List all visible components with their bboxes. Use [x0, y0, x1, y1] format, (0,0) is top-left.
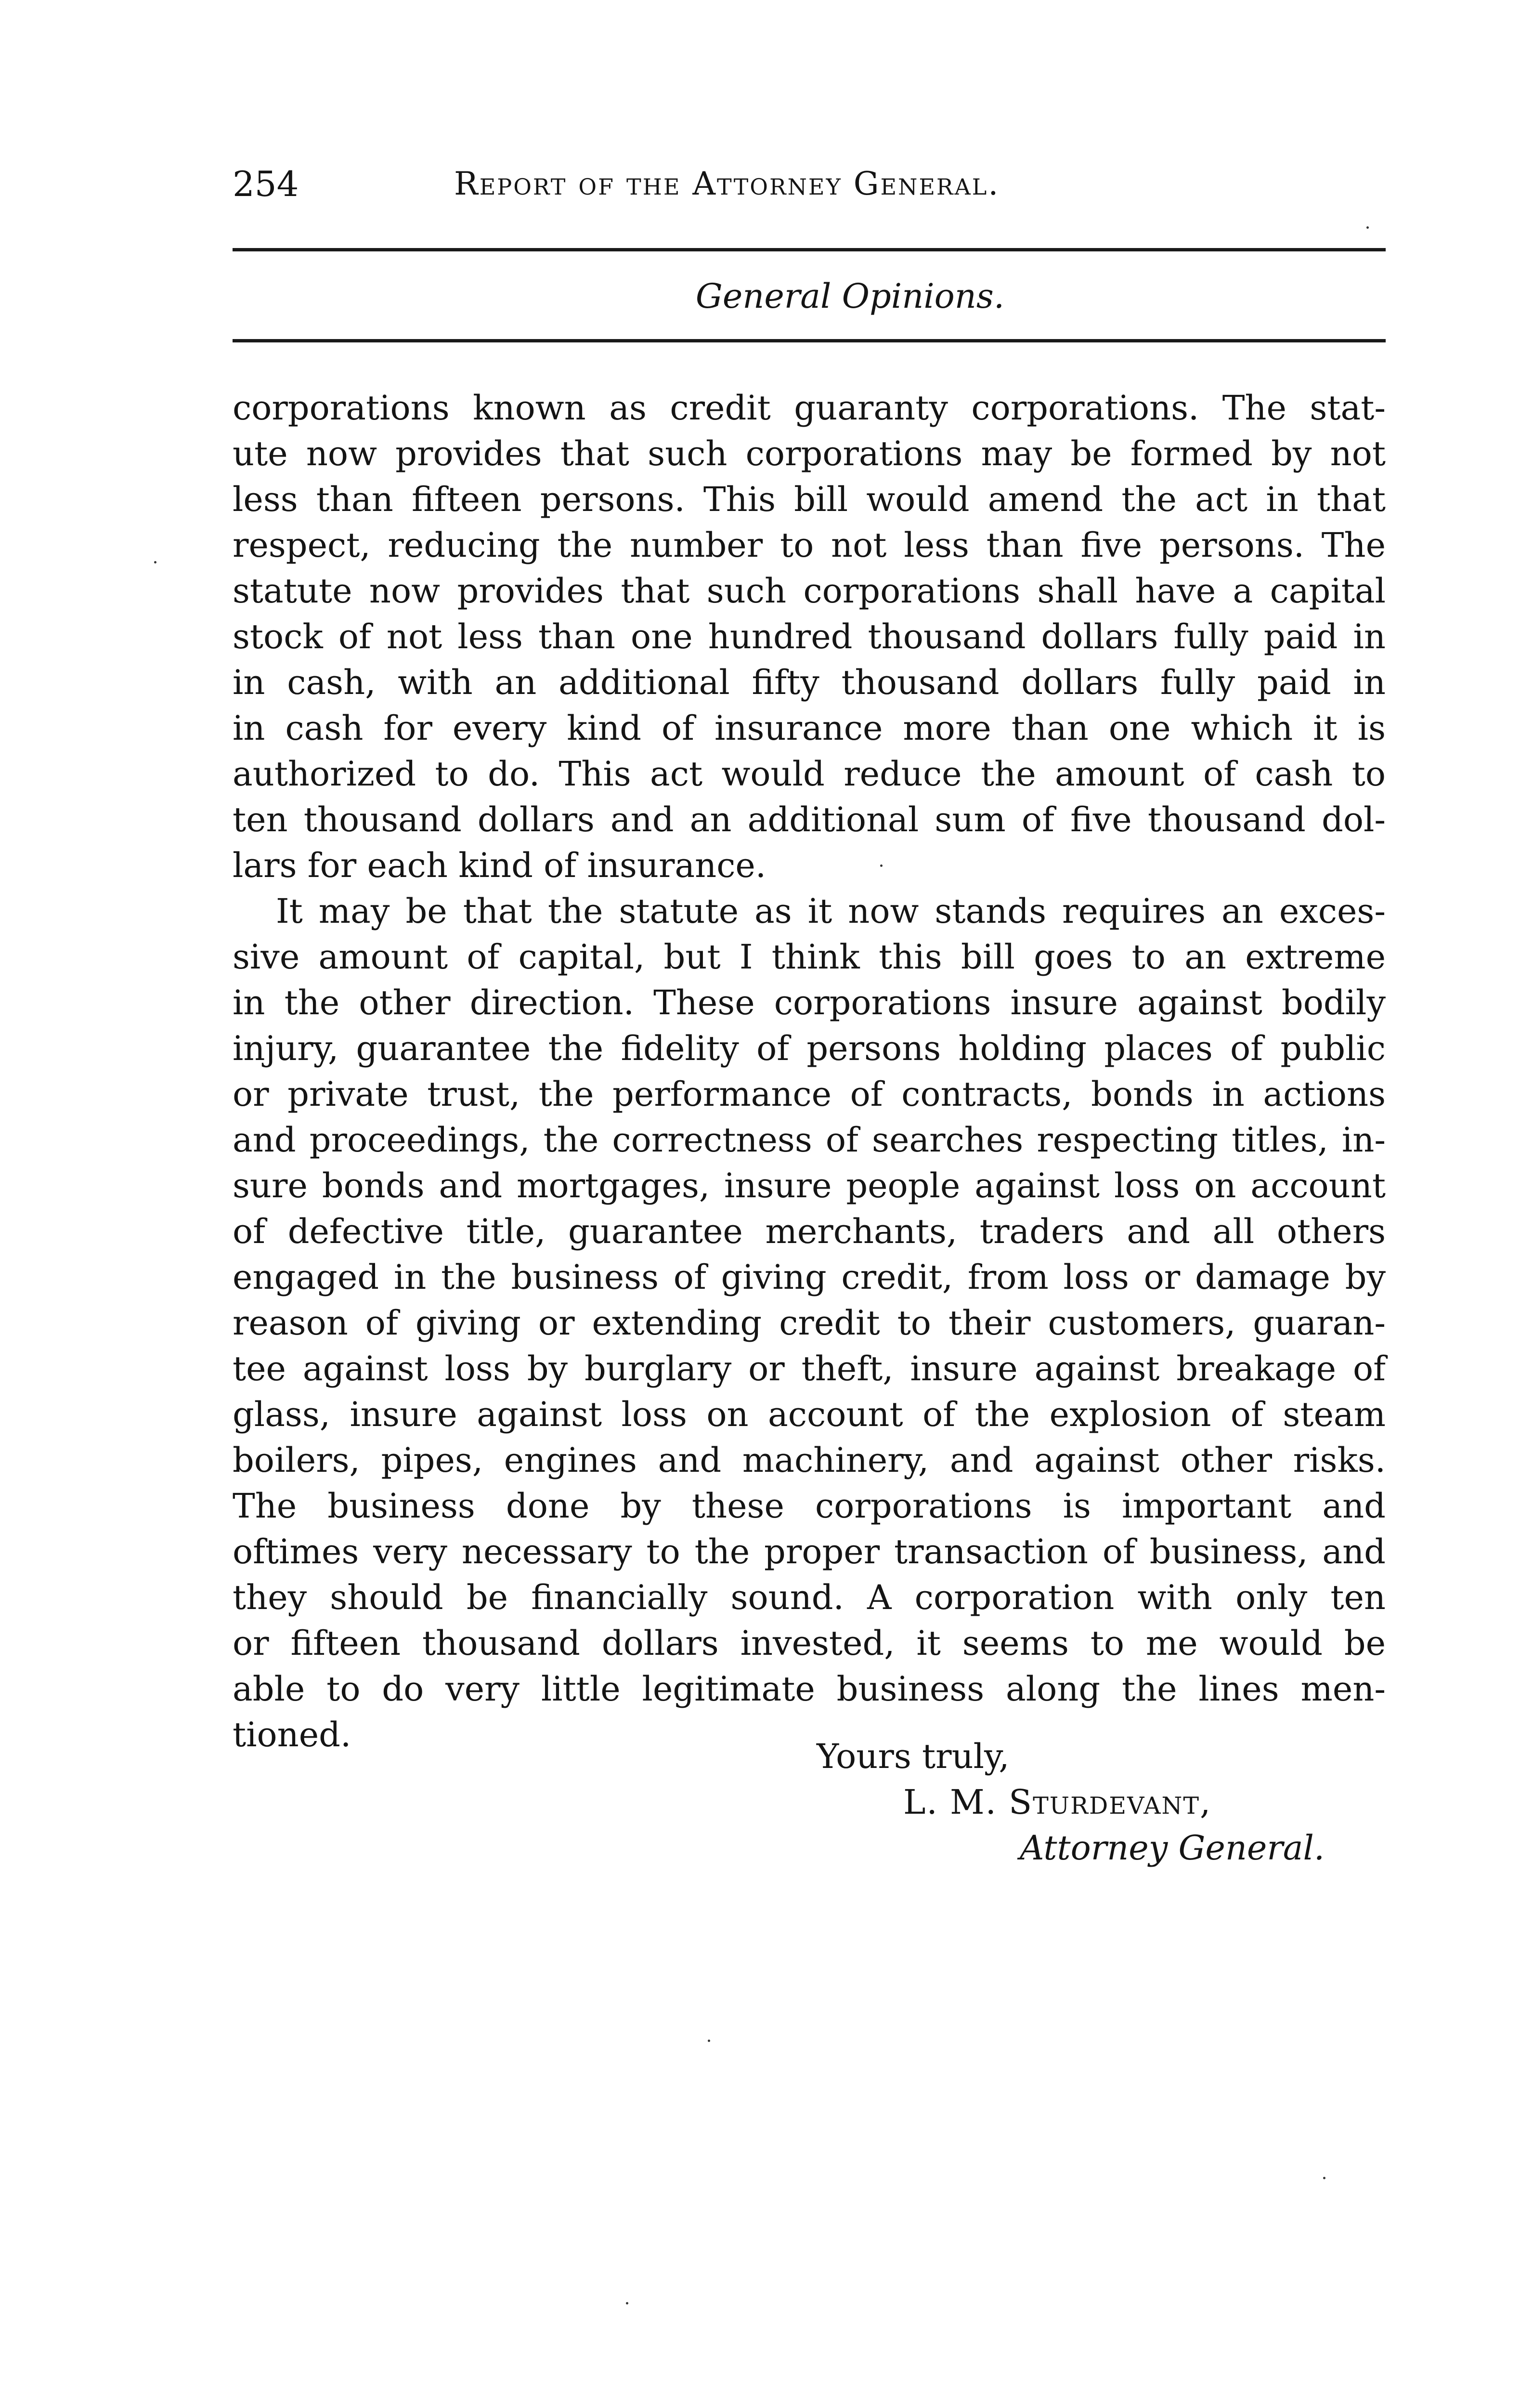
text-line: tioned. [233, 1715, 351, 1754]
body-text [233, 385, 1386, 1758]
scan-speck [1323, 2177, 1325, 2179]
paragraph-2 [233, 889, 1386, 1758]
text-line: stock of not less than one hundred thousand dollars fully paid in [233, 617, 1386, 656]
signer-name: L. M. Sturdevant, [903, 1782, 1212, 1822]
text-line: authorized to do. This act would reduce the amount of cash to [233, 754, 1386, 794]
signer-title: Attorney General. [1020, 1828, 1325, 1868]
text-line: injury, guarantee the fidelity of persons holding places of public [233, 1029, 1386, 1068]
text-line: boilers, pipes, engines and machinery, and against other risks. [233, 1440, 1386, 1480]
text-line: in the other direction. These corporations insure against bodily [233, 983, 1386, 1022]
page-number: 254 [233, 164, 299, 204]
text-line: they should be financially sound. A corporation with only ten [233, 1578, 1386, 1617]
text-line: lars for each kind of insurance. [233, 846, 766, 885]
running-header [233, 155, 1386, 213]
salutation: Yours truly, [817, 1737, 1010, 1776]
section-title: General Opinions. [695, 276, 1005, 316]
text-line: engaged in the business of giving credit, from loss or damage by [233, 1257, 1386, 1297]
text-line: It may be that the statute as it now stands requires an exces- [276, 891, 1386, 931]
paragraph-1 [233, 385, 1386, 889]
text-line: of defective title, guarantee merchants, traders and all others [233, 1212, 1386, 1251]
text-line: less than fifteen persons. This bill would amend the act in that [233, 480, 1386, 519]
text-line: or private trust, the performance of contracts, bonds in actions [233, 1074, 1386, 1114]
scan-speck [154, 561, 156, 563]
scan-speck [880, 864, 883, 867]
header-rule-top [233, 248, 1386, 251]
text-line: sive amount of capital, but I think this bill goes to an extreme [233, 937, 1386, 977]
text-line: ten thousand dollars and an additional sum of five thousand dol- [233, 800, 1386, 839]
report-title: Report of the Attorney General. [454, 165, 1000, 202]
text-line: or fifteen thousand dollars invested, it seems to me would be [233, 1623, 1386, 1663]
text-line: glass, insure against loss on account of the explosion of steam [233, 1395, 1386, 1434]
scan-speck [708, 2040, 710, 2042]
text-line: statute now provides that such corporations shall have a capital [233, 571, 1386, 611]
text-line: corporations known as credit guaranty corporations. The stat- [233, 388, 1386, 428]
text-line: tee against loss by burglary or theft, insure against breakage of [233, 1349, 1386, 1388]
text-line: in cash, with an additional fifty thousand dollars fully paid in [233, 663, 1386, 702]
text-line: ute now provides that such corporations may be formed by not [233, 434, 1386, 473]
text-line: and proceedings, the correctness of searches respecting titles, in- [233, 1120, 1386, 1160]
letter-closing [233, 1734, 1386, 1878]
text-line: The business done by these corporations is important and [233, 1486, 1386, 1526]
scan-speck [626, 2302, 628, 2304]
text-line: in cash for every kind of insurance more than one which it is [233, 708, 1386, 748]
text-line: oftimes very necessary to the proper transaction of business, and [233, 1532, 1386, 1571]
header-rule-bottom [233, 339, 1386, 342]
text-line: sure bonds and mortgages, insure people against loss on account [233, 1166, 1386, 1205]
text-line: respect, reducing the number to not less than five persons. The [233, 525, 1386, 565]
text-line: reason of giving or extending credit to their customers, guaran- [233, 1303, 1386, 1343]
scan-speck [1366, 226, 1369, 229]
text-line: able to do very little legitimate business along the lines men- [233, 1669, 1386, 1709]
